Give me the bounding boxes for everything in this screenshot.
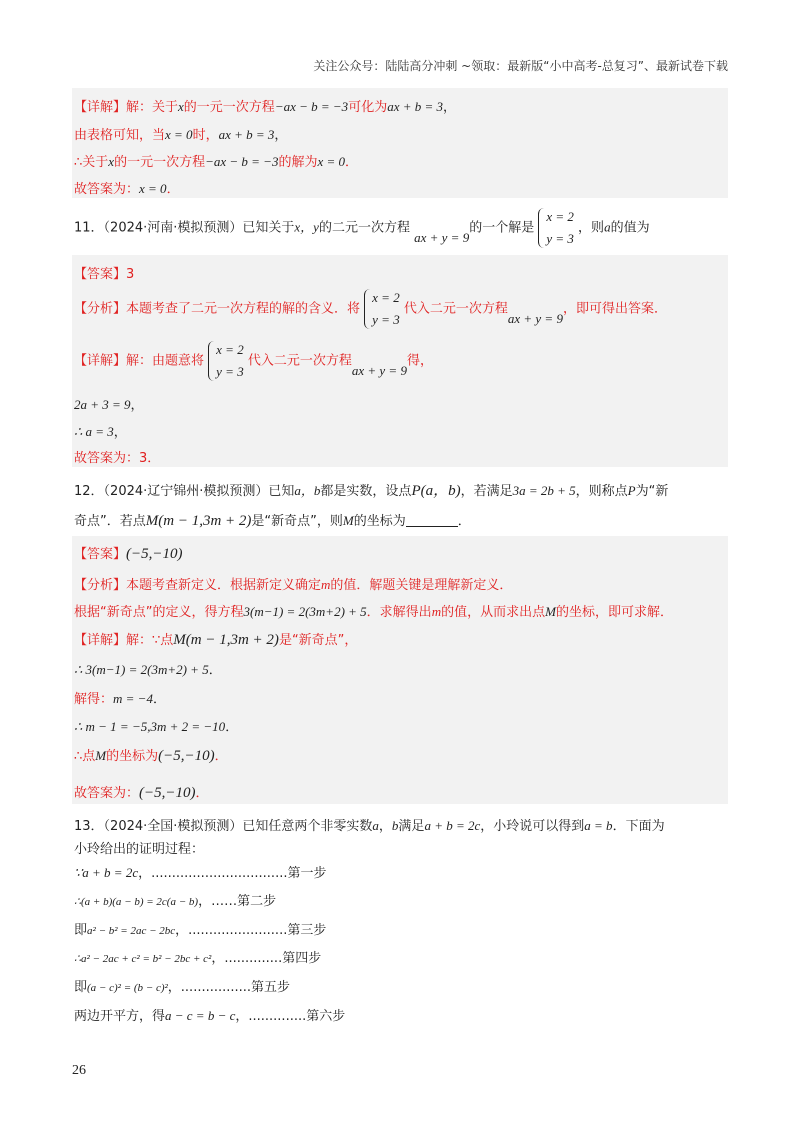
q11-analysis: 【分析】本题考查了二元一次方程的解的含义．将 x = 2 y = 3 代入二元一次方程ax + y = 9，即可得出答案． [74,287,667,331]
q13-stem-line2: 小玲给出的证明过程： [74,842,205,857]
q11-system: x = 2 y = 3 [538,206,574,250]
q12-answer: 【答案】(−5,−10) [74,546,183,562]
page-header: 关注公众号：陆陆高分冲刺 ~领取：最新版“小中高考-总复习”、最新试卷下载 [313,59,728,73]
q11-stem: 11．（2024·河南·模拟预测）已知关于x，y的二元一次方程 ax + y = 9的一个解是 x = 2 y = 3 ，则a的值为 [74,206,650,250]
q12-stem-line1: 12．（2024·辽宁锦州·模拟预测）已知a，b都是实数，设点P(a，b)，若满足3a = 2b + 5，则称点P为“新 [74,483,669,499]
q13-stem-line1: 13．（2024·全国·模拟预测）已知任意两个非零实数a，b满足a + b = 2c，小玲说可以得到a = b．下面为 [74,818,665,834]
q12-analysis-line2: 根据“新奇点”的定义，得方程3(m−1) = 2(3m+2) + 5．求解得出m的值，从而求出点M的坐标，即可求解． [74,604,673,620]
q11-step2: ∴ a = 3， [74,424,127,440]
q11-step1: 2a + 3 = 9， [74,397,144,413]
q12-stem-line2: 奇点”．若点M(m − 1,3m + 2)是“新奇点”，则M的坐标为 ． [74,513,471,529]
q12-step2: 解得：m = −4． [74,691,166,707]
page-number: 26 [72,1063,86,1078]
q13-proof-step1: ∵a + b = 2c，.................................第一步 [74,865,327,881]
q10-final-answer: 故答案为：x = 0． [74,181,180,197]
q11-detail: 【详解】解：由题意将 x = 2 y = 3 代入二元一次方程ax + y = 9得， [74,339,433,383]
answer-blank [406,514,458,527]
q10-detail-line1: 【详解】解：关于x的一元一次方程−ax − b = −3可化为ax + b = 3， [74,99,457,115]
q10-detail-line3: ∴关于x的一元一次方程−ax − b = −3的解为x = 0． [74,154,359,170]
q13-proof-step5: 即(a − c)² = (b − c)²，.................第五步 [74,980,291,995]
q11-answer: 【答案】3 [74,267,135,282]
q13-proof-step2: ∴(a + b)(a − b) = 2c(a − b)，……第二步 [74,894,277,909]
q12-step3: ∴ m − 1 = −5,3m + 2 = −10． [74,719,239,735]
q13-proof-step4: ∴a² − 2ac + c² = b² − 2bc + c²，..............第四步 [74,951,322,966]
q12-analysis-line1: 【分析】本题考查新定义．根据新定义确定m的值．解题关键是理解新定义． [74,577,513,593]
q13-proof-step6: 两边开平方，得a − c = b − c，..............第六步 [74,1008,346,1024]
q12-final-answer: 故答案为：(−5,−10)． [74,785,209,801]
q12-step4: ∴点M的坐标为(−5,−10)． [74,748,228,764]
q12-step1: ∴ 3(m−1) = 2(3m+2) + 5． [74,662,222,678]
q11-final-answer: 故答案为：3． [74,451,161,466]
q13-proof-step3: 即a² − b² = 2ac − 2bc，........................第三步 [74,923,327,938]
q10-detail-line2: 由表格可知，当x = 0时，ax + b = 3， [74,127,288,143]
q12-detail: 【详解】解：∵点M(m − 1,3m + 2)是“新奇点”， [74,632,358,648]
